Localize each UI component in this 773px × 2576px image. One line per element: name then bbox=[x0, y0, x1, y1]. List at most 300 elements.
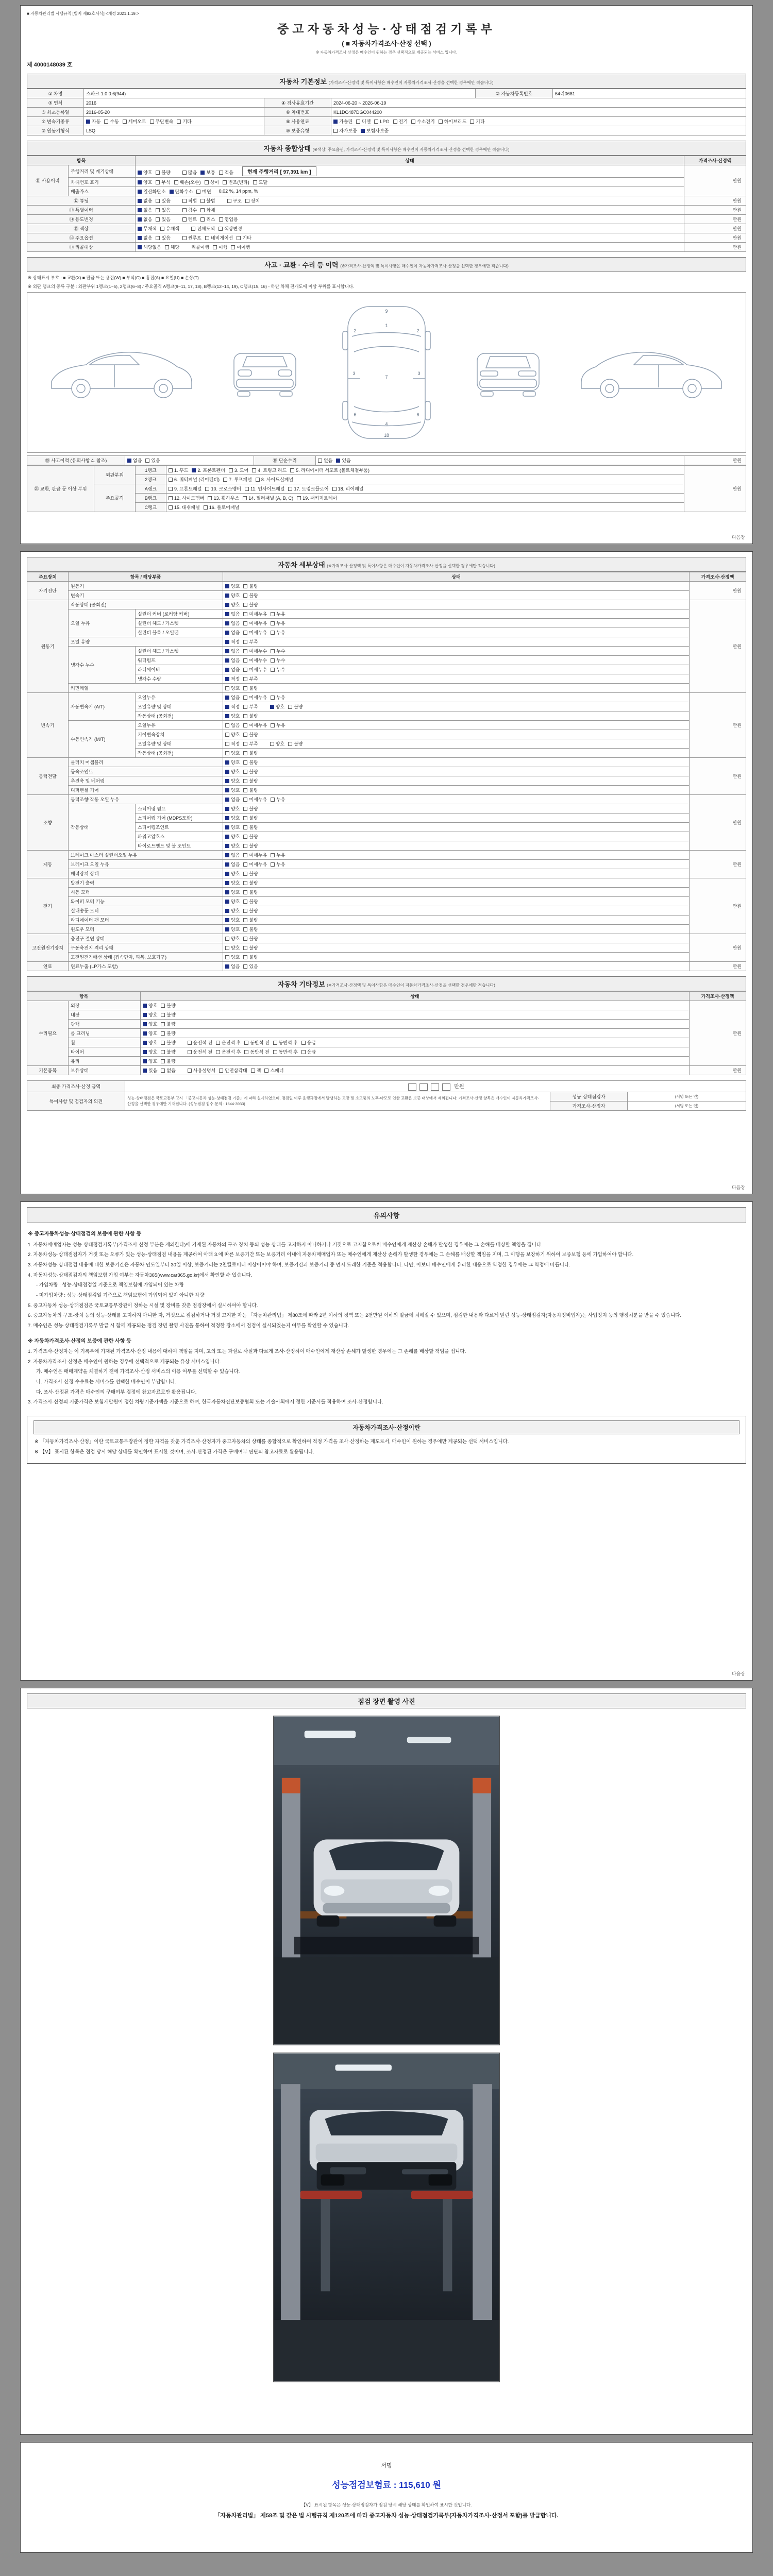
cell bbox=[684, 456, 746, 465]
checkbox-checked[interactable] bbox=[86, 120, 90, 124]
checkbox[interactable] bbox=[245, 487, 249, 491]
checkbox[interactable] bbox=[243, 779, 247, 783]
checkbox[interactable] bbox=[225, 686, 229, 690]
checkbox[interactable] bbox=[270, 742, 274, 746]
inspection-photo-front bbox=[273, 1716, 500, 2045]
cell-text: 만원 bbox=[732, 820, 742, 825]
checkbox[interactable] bbox=[161, 1050, 165, 1054]
mileage-state bbox=[136, 165, 684, 178]
checkbox-label: 불량 bbox=[166, 1003, 176, 1008]
checkbox-item bbox=[245, 485, 285, 492]
checkbox[interactable] bbox=[156, 208, 160, 212]
checkbox[interactable] bbox=[243, 955, 247, 959]
checkbox-checked[interactable] bbox=[225, 964, 229, 969]
checkbox[interactable] bbox=[243, 723, 247, 727]
checkbox-checked[interactable] bbox=[143, 1050, 147, 1054]
checkbox-item bbox=[138, 207, 152, 213]
checkbox[interactable] bbox=[243, 825, 247, 829]
checkbox-label: 누유 bbox=[276, 853, 285, 858]
checkbox[interactable] bbox=[243, 649, 247, 653]
checkbox[interactable] bbox=[169, 505, 173, 510]
checkbox-checked[interactable] bbox=[225, 881, 229, 885]
checkbox[interactable] bbox=[205, 180, 209, 184]
cell-text: ④ 검사유효기간 bbox=[281, 100, 314, 106]
checkbox-item bbox=[143, 1048, 157, 1055]
notice-line: 2. 자동차가격조사·산정은 매수인이 원하는 경우에 선택적으로 제공되는 유상 서비스입니다. bbox=[28, 1359, 221, 1365]
checkbox-checked[interactable] bbox=[225, 918, 229, 922]
form-reference: ■ 자동차관리법 시행규칙 [별지 제82호서식] <개정 2021.1.19.> bbox=[27, 11, 139, 16]
next-page-link[interactable]: 다음장 bbox=[731, 1671, 745, 1676]
cell bbox=[316, 456, 684, 465]
checkbox-checked[interactable] bbox=[333, 120, 338, 124]
inspector-opinion-text: 성능·상태점검은 국토교통부 고시 「중고자동차 성능·상태점검 기준」에 따라 실시하였으며, 점검일 이후 운행과정에서 발생하는 고장 및 소모품의 노후·마모로 인한 교환은 보증 대상에서 제외됩니다. 가격조사·산정 항목은 매수인이 자동차가격조사·산정을 선택한 경우에만 기재됩니다. (성능점검 접수·문의 : 1644-3933) bbox=[127, 1095, 539, 1107]
checkbox[interactable] bbox=[243, 621, 247, 625]
checkbox[interactable] bbox=[219, 1069, 223, 1073]
checkbox-checked[interactable] bbox=[143, 1004, 147, 1008]
checkbox[interactable] bbox=[188, 1041, 192, 1045]
checkbox[interactable] bbox=[216, 1050, 220, 1054]
checkbox[interactable] bbox=[156, 199, 160, 203]
checkbox-item bbox=[138, 234, 152, 241]
checkbox[interactable] bbox=[243, 788, 247, 792]
next-page-link[interactable]: 다음장 bbox=[731, 535, 745, 540]
checkbox[interactable] bbox=[200, 208, 205, 212]
checkbox-checked[interactable] bbox=[225, 770, 229, 774]
checkbox-item bbox=[318, 457, 332, 464]
checkbox[interactable] bbox=[182, 236, 187, 240]
checkbox-checked[interactable] bbox=[225, 844, 229, 848]
checkbox[interactable] bbox=[243, 584, 247, 588]
checkbox[interactable] bbox=[219, 217, 223, 222]
checkbox[interactable] bbox=[161, 1031, 165, 1036]
checkbox-item bbox=[271, 694, 285, 701]
checkbox-label: 전기 bbox=[398, 119, 408, 124]
checkbox[interactable] bbox=[205, 487, 209, 491]
checkbox-label: 디젤 bbox=[362, 119, 371, 124]
checkbox-label: 기타 bbox=[242, 235, 251, 241]
checkbox[interactable] bbox=[177, 120, 181, 124]
checkbox[interactable] bbox=[271, 696, 275, 700]
checkbox-item bbox=[470, 118, 484, 125]
checkbox[interactable] bbox=[169, 468, 173, 472]
cell-text: 기어변속장치 bbox=[138, 732, 165, 737]
checkbox[interactable] bbox=[288, 742, 292, 746]
checkbox[interactable] bbox=[273, 1050, 277, 1054]
checkbox-checked[interactable] bbox=[170, 190, 174, 194]
section-title-misc-text: 자동차 기타정보 bbox=[278, 980, 325, 988]
cell bbox=[27, 156, 136, 165]
cell bbox=[27, 117, 84, 126]
checkbox[interactable] bbox=[332, 487, 337, 491]
checkbox[interactable] bbox=[243, 612, 247, 616]
checkbox-checked[interactable] bbox=[200, 171, 205, 175]
checkbox[interactable] bbox=[243, 751, 247, 755]
checkbox-checked[interactable] bbox=[225, 779, 229, 783]
checkbox-checked[interactable] bbox=[225, 825, 229, 829]
cell-text: ⑧ 사용연료 bbox=[285, 119, 310, 124]
checkbox-checked[interactable] bbox=[225, 612, 229, 616]
checkbox-label: 기타 bbox=[182, 119, 192, 124]
checkbox[interactable] bbox=[204, 505, 208, 510]
checkbox[interactable] bbox=[191, 227, 195, 231]
cell-text: 변속기 bbox=[41, 723, 55, 728]
checkbox[interactable] bbox=[256, 478, 260, 482]
checkbox[interactable] bbox=[243, 658, 247, 663]
notice-heading: ※ 자동차가격조사·산정의 보증에 관한 사항 등 bbox=[28, 1338, 131, 1344]
checkbox[interactable] bbox=[150, 120, 154, 124]
checkbox[interactable] bbox=[271, 621, 275, 625]
checkbox-checked[interactable] bbox=[127, 459, 131, 463]
checkbox[interactable] bbox=[297, 496, 301, 500]
checkbox-item bbox=[244, 1039, 269, 1046]
checkbox-checked[interactable] bbox=[192, 468, 196, 472]
checkbox-checked[interactable] bbox=[138, 236, 142, 240]
checkbox-item bbox=[243, 935, 258, 942]
checkbox-checked[interactable] bbox=[336, 459, 340, 463]
checkbox-label: 없음 bbox=[231, 797, 240, 802]
checkbox-checked[interactable] bbox=[225, 603, 229, 607]
cell-text: 배력장치 상태 bbox=[71, 871, 99, 876]
cell bbox=[690, 572, 746, 582]
checkbox[interactable] bbox=[161, 1059, 165, 1063]
inspection-insurance-fee: 성능점검보험료 : 115,610 원 bbox=[332, 2480, 441, 2490]
checkbox-checked[interactable] bbox=[361, 129, 365, 133]
cell-text: 와이퍼 모터 기능 bbox=[71, 899, 105, 904]
checkbox-checked[interactable] bbox=[138, 245, 142, 249]
checkbox[interactable] bbox=[243, 844, 247, 848]
cell-text: 가격조사·산정액 bbox=[698, 158, 732, 163]
checkbox[interactable] bbox=[156, 236, 160, 240]
checkbox-checked[interactable] bbox=[138, 217, 142, 222]
checkbox-checked[interactable] bbox=[138, 199, 142, 203]
checkbox[interactable] bbox=[253, 180, 257, 184]
checkbox-label: 양호 bbox=[231, 890, 240, 895]
checkbox[interactable] bbox=[411, 120, 415, 124]
checkbox[interactable] bbox=[271, 798, 275, 802]
checkbox-checked[interactable] bbox=[143, 1059, 147, 1063]
checkbox[interactable] bbox=[165, 245, 169, 249]
checkbox[interactable] bbox=[182, 171, 187, 175]
checkbox-checked[interactable] bbox=[270, 705, 274, 709]
checkbox[interactable] bbox=[169, 496, 173, 500]
checkbox[interactable] bbox=[243, 909, 247, 913]
checkbox[interactable] bbox=[243, 631, 247, 635]
checkbox[interactable] bbox=[243, 918, 247, 922]
checkbox-checked[interactable] bbox=[138, 190, 142, 194]
checkbox[interactable] bbox=[271, 631, 275, 635]
cell-text: ⑫ 튜닝 bbox=[74, 198, 89, 204]
checkbox[interactable] bbox=[196, 190, 200, 194]
checkbox-checked[interactable] bbox=[225, 584, 229, 588]
checkbox[interactable] bbox=[333, 129, 338, 133]
checkbox-checked[interactable] bbox=[143, 1013, 147, 1017]
checkbox[interactable] bbox=[227, 199, 231, 203]
checkbox-item bbox=[196, 188, 211, 195]
checkbox[interactable] bbox=[290, 468, 294, 472]
checkbox[interactable] bbox=[223, 180, 227, 184]
checkbox[interactable] bbox=[104, 120, 108, 124]
diagram-part-number: 7 bbox=[385, 375, 388, 380]
checkbox-label: 침수 bbox=[188, 208, 197, 213]
checkbox[interactable] bbox=[219, 171, 223, 175]
checkbox-item bbox=[243, 768, 258, 775]
checkbox-checked[interactable] bbox=[225, 621, 229, 625]
checkbox[interactable] bbox=[243, 705, 247, 709]
checkbox[interactable] bbox=[243, 890, 247, 894]
checkbox-checked[interactable] bbox=[138, 227, 142, 231]
cell bbox=[136, 196, 684, 206]
checkbox[interactable] bbox=[216, 1041, 220, 1045]
checkbox-checked[interactable] bbox=[138, 208, 142, 212]
checkbox[interactable] bbox=[243, 862, 247, 867]
checkbox-checked[interactable] bbox=[143, 1031, 147, 1036]
checkbox-checked[interactable] bbox=[225, 640, 229, 644]
checkbox-checked[interactable] bbox=[225, 760, 229, 765]
checkbox-checked[interactable] bbox=[138, 171, 142, 175]
checkbox-checked[interactable] bbox=[138, 180, 142, 184]
checkbox[interactable] bbox=[245, 199, 249, 203]
cell bbox=[69, 178, 136, 187]
checkbox[interactable] bbox=[243, 770, 247, 774]
cell bbox=[223, 925, 690, 934]
cell-text: 만원 bbox=[732, 226, 742, 231]
checkbox[interactable] bbox=[225, 751, 229, 755]
checkbox-label: 자가보증 bbox=[339, 128, 357, 133]
checkbox-checked[interactable] bbox=[225, 668, 229, 672]
checkbox[interactable] bbox=[182, 208, 187, 212]
checkbox[interactable] bbox=[243, 927, 247, 931]
checkbox-checked[interactable] bbox=[225, 714, 229, 718]
checkbox[interactable] bbox=[243, 668, 247, 672]
checkbox[interactable] bbox=[251, 1069, 255, 1073]
cell bbox=[136, 730, 223, 739]
checkbox[interactable] bbox=[161, 1004, 165, 1008]
checkbox[interactable] bbox=[243, 937, 247, 941]
checkbox-label: 불량 bbox=[249, 732, 258, 737]
checkbox-label: 스패너 bbox=[270, 1068, 284, 1073]
checkbox-checked[interactable] bbox=[225, 862, 229, 867]
diagram-part-number: 2 bbox=[354, 328, 357, 333]
checkbox[interactable] bbox=[225, 937, 229, 941]
checkbox[interactable] bbox=[271, 612, 275, 616]
checkbox-checked[interactable] bbox=[225, 890, 229, 894]
checkbox[interactable] bbox=[243, 900, 247, 904]
checkbox[interactable] bbox=[243, 835, 247, 839]
cell bbox=[27, 215, 136, 224]
checkbox-checked[interactable] bbox=[225, 909, 229, 913]
checkbox[interactable] bbox=[393, 120, 397, 124]
checkbox-item bbox=[225, 889, 240, 895]
checkbox[interactable] bbox=[161, 1041, 165, 1045]
checkbox-item bbox=[225, 954, 240, 960]
checkbox-checked[interactable] bbox=[225, 872, 229, 876]
checkbox-checked[interactable] bbox=[225, 807, 229, 811]
checkbox[interactable] bbox=[145, 459, 149, 463]
checkbox[interactable] bbox=[182, 199, 187, 203]
checkbox[interactable] bbox=[169, 478, 173, 482]
cell bbox=[223, 628, 690, 637]
checkbox[interactable] bbox=[225, 955, 229, 959]
checkbox[interactable] bbox=[243, 760, 247, 765]
checkbox[interactable] bbox=[271, 862, 275, 867]
checkbox-checked[interactable] bbox=[143, 1041, 147, 1045]
checkbox[interactable] bbox=[200, 217, 205, 222]
cell bbox=[141, 1010, 690, 1020]
checkbox[interactable] bbox=[213, 245, 217, 249]
checkbox[interactable] bbox=[243, 733, 247, 737]
checkbox[interactable] bbox=[271, 853, 275, 857]
checkbox-item bbox=[243, 889, 258, 895]
checkbox-label: 15. 대쉬패널 bbox=[174, 505, 200, 510]
checkbox[interactable] bbox=[439, 120, 443, 124]
checkbox[interactable] bbox=[123, 120, 127, 124]
checkbox[interactable] bbox=[225, 723, 229, 727]
checkbox-label: 불량 bbox=[249, 945, 258, 951]
checkbox[interactable] bbox=[271, 668, 275, 672]
checkbox[interactable] bbox=[271, 649, 275, 653]
checkbox-checked[interactable] bbox=[225, 631, 229, 635]
checkbox[interactable] bbox=[219, 227, 223, 231]
checkbox-label: 양호 bbox=[231, 760, 240, 765]
checkbox[interactable] bbox=[225, 742, 229, 746]
checkbox-item bbox=[361, 127, 389, 134]
checkbox-checked[interactable] bbox=[225, 927, 229, 931]
cell-text: 제동 bbox=[43, 862, 53, 867]
checkbox[interactable] bbox=[243, 640, 247, 644]
checkbox[interactable] bbox=[374, 120, 378, 124]
checkbox[interactable] bbox=[188, 1069, 192, 1073]
cell bbox=[684, 165, 746, 196]
checkbox-checked[interactable] bbox=[225, 798, 229, 802]
checkbox[interactable] bbox=[229, 468, 233, 472]
checkbox[interactable] bbox=[301, 1041, 306, 1045]
checkbox[interactable] bbox=[243, 677, 247, 681]
checkbox[interactable] bbox=[208, 496, 212, 500]
checkbox[interactable] bbox=[243, 881, 247, 885]
checkbox[interactable] bbox=[243, 742, 247, 746]
section-note-detail: (※가격조사·산정액 및 특이사항은 매수인이 자동차가격조사·산정을 선택한 경우에만 적습니다) bbox=[327, 564, 495, 568]
checkbox-item bbox=[156, 169, 170, 176]
checkbox-checked[interactable] bbox=[225, 816, 229, 820]
checkbox[interactable] bbox=[244, 1041, 248, 1045]
checkbox[interactable] bbox=[223, 478, 227, 482]
checkbox[interactable] bbox=[273, 1041, 277, 1045]
checkbox-checked[interactable] bbox=[225, 677, 229, 681]
checkbox-checked[interactable] bbox=[225, 696, 229, 700]
checkbox[interactable] bbox=[243, 798, 247, 802]
checkbox-checked[interactable] bbox=[225, 658, 229, 663]
checkbox[interactable] bbox=[161, 1013, 165, 1017]
checkbox-item bbox=[237, 234, 251, 241]
checkbox-checked[interactable] bbox=[143, 1069, 147, 1073]
checkbox[interactable] bbox=[470, 120, 474, 124]
checkbox-label: 양호 bbox=[148, 1049, 158, 1055]
checkbox[interactable] bbox=[231, 245, 235, 249]
checkbox[interactable] bbox=[288, 705, 292, 709]
checkbox[interactable] bbox=[237, 236, 241, 240]
checkbox[interactable] bbox=[205, 236, 209, 240]
notice-line: 가. 매수인은 매매계약을 체결하기 전에 가격조사·산정 서비스의 이용 여부를 선택할 수 있습니다. bbox=[36, 1369, 240, 1375]
checkbox[interactable] bbox=[243, 946, 247, 950]
cell bbox=[136, 609, 223, 619]
cell-text: 만원 bbox=[732, 1031, 742, 1036]
checkbox[interactable] bbox=[243, 964, 247, 969]
checkbox[interactable] bbox=[161, 1069, 165, 1073]
checkbox[interactable] bbox=[169, 487, 173, 491]
checkbox[interactable] bbox=[160, 227, 164, 231]
checkbox[interactable] bbox=[243, 872, 247, 876]
checkbox[interactable] bbox=[243, 686, 247, 690]
checkbox-item bbox=[271, 852, 285, 858]
checkbox[interactable] bbox=[243, 696, 247, 700]
checkbox[interactable] bbox=[356, 120, 360, 124]
checkbox[interactable] bbox=[200, 199, 205, 203]
cell-text: 디퍼렌셜 기어 bbox=[71, 788, 99, 793]
checkbox[interactable] bbox=[318, 459, 322, 463]
checkbox[interactable] bbox=[243, 807, 247, 811]
checkbox[interactable] bbox=[288, 487, 292, 491]
checkbox[interactable] bbox=[156, 180, 160, 184]
checkbox[interactable] bbox=[243, 714, 247, 718]
checkbox-item bbox=[223, 179, 249, 185]
next-page-link[interactable]: 다음장 bbox=[731, 1185, 745, 1190]
checkbox-checked[interactable] bbox=[225, 705, 229, 709]
checkbox[interactable] bbox=[271, 658, 275, 663]
checkbox[interactable] bbox=[182, 217, 187, 222]
checkbox[interactable] bbox=[156, 171, 160, 175]
checkbox[interactable] bbox=[225, 733, 229, 737]
amount-unit: 만원 bbox=[454, 1084, 464, 1090]
cell bbox=[27, 126, 84, 135]
checkbox[interactable] bbox=[243, 816, 247, 820]
checkbox-label: 양호 bbox=[148, 1012, 158, 1018]
checkbox[interactable] bbox=[156, 217, 160, 222]
checkbox-item bbox=[271, 657, 285, 664]
checkbox-checked[interactable] bbox=[225, 900, 229, 904]
checkbox[interactable] bbox=[188, 1050, 192, 1054]
checkbox-label: 누유 bbox=[276, 630, 285, 635]
checkbox-checked[interactable] bbox=[225, 853, 229, 857]
checkbox-item bbox=[174, 179, 201, 185]
checkbox[interactable] bbox=[243, 594, 247, 598]
checkbox-label: 양호 bbox=[231, 602, 240, 607]
cell-text: 브레이크 오일 누유 bbox=[71, 862, 109, 867]
checkbox[interactable] bbox=[301, 1050, 306, 1054]
checkbox[interactable] bbox=[243, 603, 247, 607]
checkbox[interactable] bbox=[244, 1050, 248, 1054]
checkbox-item bbox=[143, 1058, 157, 1064]
section-title-comprehensive bbox=[27, 141, 746, 156]
checkbox[interactable] bbox=[174, 180, 178, 184]
checkbox-checked[interactable] bbox=[225, 649, 229, 653]
checkbox[interactable] bbox=[243, 853, 247, 857]
cell bbox=[223, 721, 690, 730]
checkbox[interactable] bbox=[252, 468, 256, 472]
checkbox[interactable] bbox=[243, 496, 247, 500]
cell-text: 휠 bbox=[71, 1040, 75, 1045]
checkbox[interactable] bbox=[271, 723, 275, 727]
checkbox[interactable] bbox=[225, 946, 229, 950]
checkbox-checked[interactable] bbox=[225, 594, 229, 598]
checkbox-item bbox=[225, 815, 240, 821]
checkbox-checked[interactable] bbox=[143, 1022, 147, 1026]
cell-text: 수동변속기 (M/T) bbox=[71, 737, 106, 742]
checkbox-checked[interactable] bbox=[225, 835, 229, 839]
checkbox[interactable] bbox=[161, 1022, 165, 1026]
cell-text: 오일유량 및 상태 bbox=[138, 704, 172, 709]
checkbox[interactable] bbox=[264, 1069, 268, 1073]
checkbox-checked[interactable] bbox=[225, 788, 229, 792]
